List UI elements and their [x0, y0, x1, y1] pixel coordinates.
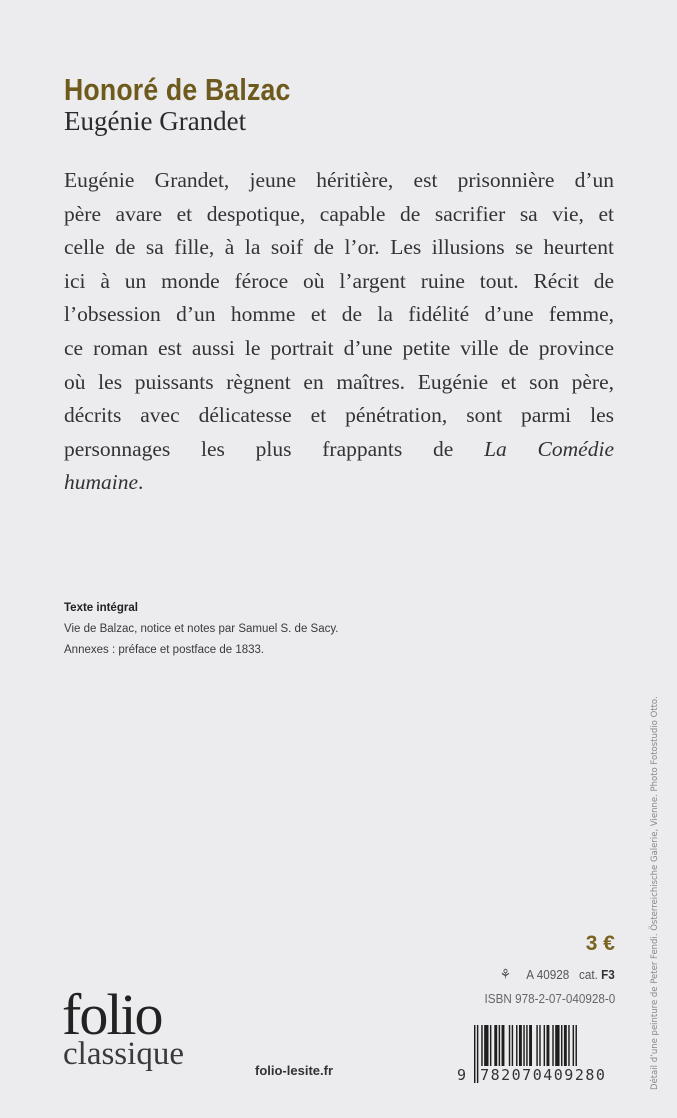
- blurb-line: l’obsession d’un homme et de la fidélité d’une femme,: [64, 302, 614, 327]
- edition-heading: Texte intégral: [64, 602, 138, 614]
- barcode-bar: [481, 1025, 482, 1071]
- photo-credit: Détail d’une peinture de Peter Fendi. Österreichische Galerie, Vienne. Photo Fotostudio Otto.: [650, 696, 660, 1090]
- barcode-bar: [564, 1025, 567, 1071]
- barcode-bar: [544, 1025, 545, 1071]
- barcode-bar: [555, 1025, 559, 1071]
- blurb-italic: La Comédie: [484, 436, 614, 461]
- blurb-line: où les puissants règnent en maîtres. Eugénie et son père,: [64, 369, 614, 394]
- blurb-line: Eugénie Grandet, jeune héritière, est prisonnière d’un: [64, 168, 614, 192]
- isbn: ISBN 978-2-07-040928-0: [484, 991, 615, 1006]
- cat-label: cat.: [579, 967, 599, 982]
- barcode-number: [456, 1066, 607, 1084]
- barcode-bar: [490, 1025, 491, 1071]
- cat-value: F3: [601, 967, 615, 982]
- edition-line: Annexes : préface et postface de 1833.: [64, 644, 265, 656]
- blurb-italic: humaine: [64, 470, 139, 495]
- edition-info: [64, 598, 338, 661]
- collection-name: classique: [63, 1036, 184, 1072]
- blurb-line: celle de sa fille, à la soif de l’or. Les illusions se heurtent: [64, 235, 614, 260]
- blurb-line: ici à un monde féroce où l’argent ruine tout. Récit de: [64, 268, 614, 293]
- edition-line: Vie de Balzac, notice et notes par Samuel S. de Sacy.: [64, 623, 339, 635]
- barcode-bar: [484, 1025, 488, 1071]
- blurb-line: ce roman est aussi le portrait d’une petite ville de province: [64, 335, 614, 360]
- blurb-text: personnages les plus frappants de: [64, 436, 485, 461]
- barcode-first-digit: 9: [457, 1066, 468, 1084]
- blurb-line: [64, 433, 614, 467]
- author-name: Honoré de Balzac: [64, 72, 291, 107]
- blurb: [64, 164, 614, 500]
- barcode-bar: [547, 1025, 550, 1071]
- folio-logo: folio: [62, 982, 162, 1047]
- barcode-bar: [561, 1025, 562, 1071]
- barcode-bar: [512, 1025, 513, 1071]
- price: 3 €: [585, 932, 615, 955]
- barcode-bar: [519, 1025, 522, 1071]
- barcode-bar: [523, 1025, 524, 1071]
- blurb-line: père avare et despotique, capable de sacrifier sa vie, et: [64, 201, 614, 226]
- recycle-logo-icon: ⚘: [499, 966, 512, 982]
- barcode-bar: [573, 1025, 574, 1071]
- barcode-bar: [502, 1025, 505, 1071]
- book-title: Eugénie Grandet: [64, 106, 247, 136]
- blurb-text: .: [138, 470, 144, 495]
- barcode-bar: [568, 1025, 569, 1071]
- barcode-bar: [529, 1025, 532, 1071]
- catalog-code: [500, 966, 615, 983]
- code-number: A 40928: [526, 967, 570, 982]
- blurb-line: décrits avec délicatesse et pénétration, sont parmi les: [64, 403, 614, 428]
- barcode-bar: [509, 1025, 510, 1071]
- blurb-line: [64, 466, 614, 500]
- barcode-bar: [494, 1025, 497, 1071]
- barcode-digits: 782070409280: [480, 1066, 607, 1084]
- barcode-bar: [499, 1025, 500, 1071]
- barcode-bar: [536, 1025, 537, 1071]
- barcode-bar: [552, 1025, 553, 1071]
- barcode-bar: [539, 1025, 540, 1071]
- barcode-bar: [516, 1025, 517, 1071]
- website-link[interactable]: folio-lesite.fr: [255, 1063, 334, 1078]
